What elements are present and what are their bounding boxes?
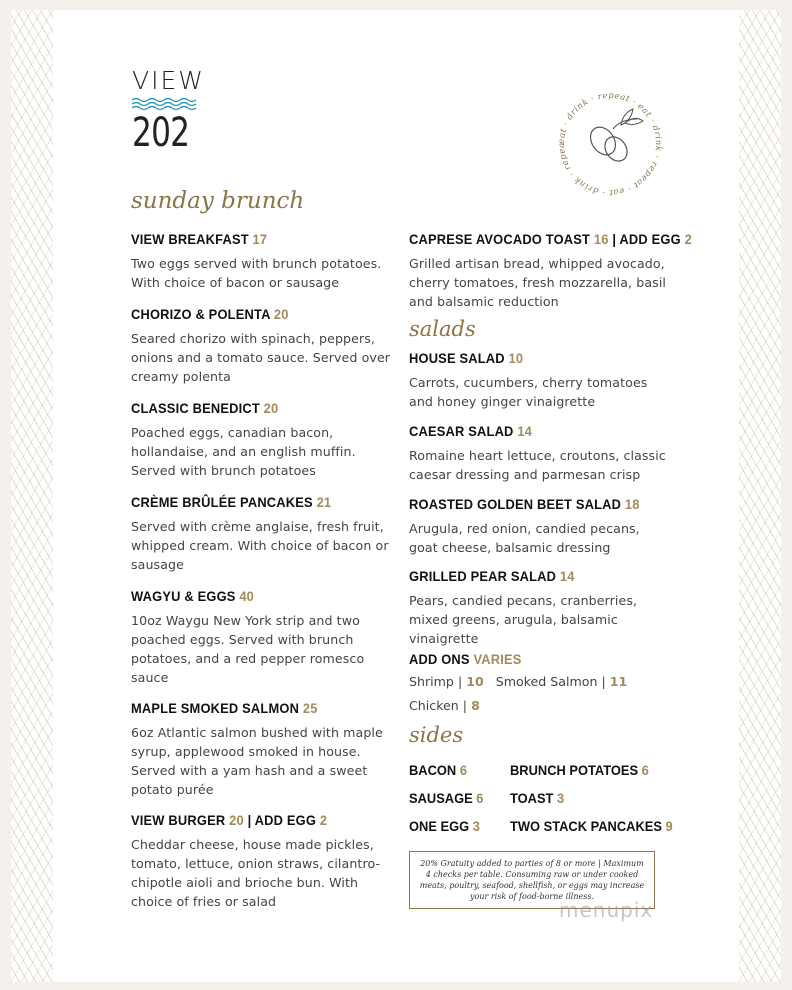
menu-item-classic-benedict — [131, 399, 393, 480]
item-description: Seared chorizo with spinach, peppers, onions and a tomato sauce. Served over creamy polenta — [131, 331, 391, 384]
add-ons-price: VARIES — [473, 651, 522, 667]
item-description: Two eggs served with brunch potatoes. With choice of bacon or sausage — [131, 256, 382, 290]
item-name: CRÈME BRÛLÉE PANCAKES 21 — [131, 494, 332, 510]
menu-item-wagyu-eggs — [131, 587, 393, 687]
menu-item-view-burger — [131, 811, 393, 911]
menupix-watermark: menupix — [559, 898, 654, 922]
section-title-sides: sides — [409, 723, 464, 747]
addon-price: 2 — [684, 231, 692, 247]
item-price: 16 — [593, 231, 609, 247]
side-toast: TOAST 3 — [510, 790, 565, 806]
item-price: 17 — [252, 231, 268, 247]
item-description: Cheddar cheese, house made pickles, tomato, lettuce, onion straws, cilantro-chipotle aioli and brioche bun. With choice of fries or salad — [131, 837, 381, 909]
item-name: CAESAR SALAD 14 — [409, 423, 533, 439]
item-description: Romaine heart lettuce, croutons, classic caesar dressing and parmesan crisp — [409, 448, 666, 482]
add-on-option-price: 11 — [609, 674, 628, 689]
side-brunch-potatoes: BRUNCH POTATOES 6 — [510, 762, 649, 778]
item-description: Served with crème anglaise, fresh fruit, whipped cream. With choice of bacon or sausage — [131, 519, 389, 572]
item-name: CLASSIC BENEDICT 20 — [131, 400, 279, 416]
left-leaf-border — [11, 10, 53, 982]
logo-word: VIEW — [132, 66, 205, 95]
view-202-logo — [132, 67, 212, 155]
menu-item-caesar-salad — [409, 422, 671, 484]
item-price: 40 — [239, 588, 255, 604]
add-on-option-name: Smoked Salmon — [495, 674, 598, 689]
menu-item-house-salad — [409, 349, 671, 411]
add-on-option-name: Chicken — [409, 698, 459, 713]
add-ons-row: Shrimp | 10 Smoked Salmon | 11 — [409, 674, 628, 689]
item-price: 14 — [517, 423, 533, 439]
add-ons-header: ADD ONS VARIES — [409, 651, 522, 667]
svg-text:eat · drink · repeat · eat · d — [551, 85, 664, 198]
menu-item-roasted-golden-beet-salad — [409, 495, 671, 557]
section-title-sunday-brunch: sunday brunch — [131, 188, 305, 214]
item-price: 20 — [273, 306, 289, 322]
item-price: 20 — [263, 400, 279, 416]
addon-name: ADD EGG — [254, 812, 317, 828]
item-description: 6oz Atlantic salmon bushed with maple syrup, applewood smoked in house. Served with a yam hash and a sweet potato purée — [131, 725, 383, 797]
waves-icon — [132, 97, 198, 111]
addon-price: 2 — [319, 812, 328, 828]
add-ons — [409, 650, 669, 718]
section-title-salads: salads — [409, 317, 476, 341]
side-bacon: BACON 6 — [409, 762, 467, 778]
right-leaf-border — [739, 10, 781, 982]
item-description: Carrots, cucumbers, cherry tomatoes and honey ginger vinaigrette — [409, 375, 648, 409]
item-name: ROASTED GOLDEN BEET SALAD 18 — [409, 496, 640, 512]
item-name: GRILLED PEAR SALAD 14 — [409, 568, 575, 584]
add-on-option-name: Shrimp — [409, 674, 454, 689]
item-name: WAGYU & EGGS 40 — [131, 588, 255, 604]
menu-item-grilled-pear-salad — [409, 567, 671, 648]
item-price: 10 — [508, 350, 524, 366]
olive-seal-icon — [551, 85, 669, 203]
item-description: Grilled artisan bread, whipped avocado, cherry tomatoes, fresh mozzarella, basil and balsamic reduction — [409, 256, 667, 309]
gratuity-notice: 20% Gratuity added to parties of 8 or more | Maximum 4 checks per table. Consuming raw or under cooked meats, poultry, seafood, shellfish, or eggs may increase your risk of food-borne illness. — [409, 851, 655, 909]
add-ons-row: Chicken | 8 — [409, 698, 480, 713]
item-description: Pears, candied pecans, cranberries, mixed greens, arugula, balsamic vinaigrette — [409, 593, 638, 646]
side-one-egg: ONE EGG 3 — [409, 818, 480, 834]
item-description: Arugula, red onion, candied pecans, goat cheese, balsamic dressing — [409, 521, 640, 555]
menu-item-caprese-avocado-toast — [409, 230, 692, 311]
add-on-option-price: 10 — [466, 674, 484, 689]
item-price: 25 — [302, 700, 318, 716]
menu-item-chorizo-polenta — [131, 305, 393, 386]
item-name: CHORIZO & POLENTA 20 — [131, 306, 289, 322]
item-name: CAPRESE AVOCADO TOAST 16 | ADD EGG 2 — [409, 231, 692, 247]
menu-item-view-breakfast — [131, 230, 393, 292]
menu-page — [11, 10, 781, 982]
item-price: 18 — [624, 496, 640, 512]
item-name: HOUSE SALAD 10 — [409, 350, 524, 366]
side-sausage: SAUSAGE 6 — [409, 790, 484, 806]
addon-name: ADD EGG — [619, 231, 681, 247]
seal-ring-text: eat · drink · repeat · eat · drink · repeat · eat · drink · repea — [555, 89, 665, 199]
item-description: Poached eggs, canadian bacon, hollandaise, and an english muffin. Served with brunch potatoes — [131, 425, 356, 478]
item-description: 10oz Waygu New York strip and two poached eggs. Served with brunch potatoes, and a red pepper romesco sauce — [131, 613, 365, 685]
item-name: VIEW BREAKFAST 17 — [131, 231, 268, 247]
menu-item-maple-smoked-salmon — [131, 699, 393, 799]
item-price: 20 — [229, 812, 244, 828]
item-name: VIEW BURGER 20 | ADD EGG 2 — [131, 812, 328, 828]
menu-item-creme-brulee-pancakes — [131, 493, 393, 574]
item-name: MAPLE SMOKED SALMON 25 — [131, 700, 318, 716]
item-price: 14 — [559, 568, 575, 584]
item-price: 21 — [316, 494, 332, 510]
add-on-option-price: 8 — [471, 698, 480, 713]
side-two-stack-pancakes: TWO STACK PANCAKES 9 — [510, 818, 673, 834]
logo-number: 202 — [132, 110, 190, 156]
